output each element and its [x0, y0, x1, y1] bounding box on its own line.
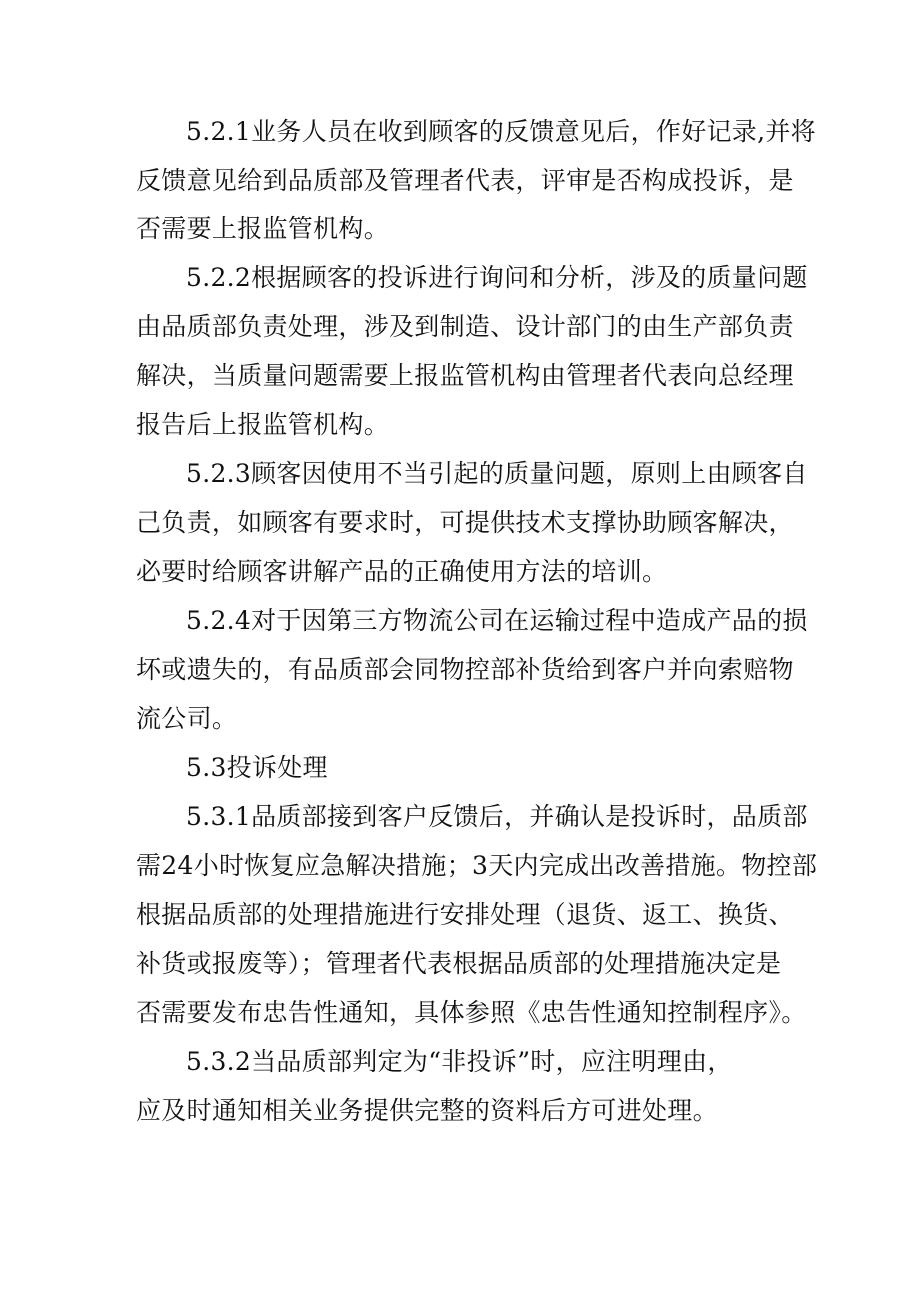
- paragraph-5-2-3-line-1: 5.2.3顾客因使用不当引起的质量问题，原则上由顾客自: [186, 459, 808, 488]
- paragraph-5-3-2-line-2: 应及时通知相关业务提供完整的资料后方可进处理。: [136, 1096, 718, 1125]
- paragraph-5-2-2-line-2: 由品质部负责处理，涉及到制造、设计部门的由生产部负责: [136, 312, 794, 341]
- paragraph-5-2-4-line-3: 流公司。: [136, 704, 238, 733]
- section-heading-5-3: 5.3投诉处理: [186, 753, 328, 782]
- paragraph-5-3-1-line-4: 补货或报废等）；管理者代表根据品质部的处理措施决定是: [136, 949, 782, 978]
- paragraph-5-2-2-line-4: 报告后上报监管机构。: [136, 410, 390, 439]
- paragraph-5-2-4-line-1: 5.2.4对于因第三方物流公司在运输过程中造成产品的损: [186, 606, 808, 635]
- paragraph-5-3-1-line-5: 否需要发布忠告性通知，具体参照《忠告性通知控制程序》。: [136, 998, 807, 1027]
- paragraph-5-2-1-line-3: 否需要上报监管机构。: [136, 214, 390, 243]
- paragraph-5-2-1-line-2: 反馈意见给到品质部及管理者代表，评审是否构成投诉，是: [136, 166, 794, 195]
- paragraph-5-2-2-line-3: 解决，当质量问题需要上报监管机构由管理者代表向总经理: [136, 361, 794, 390]
- paragraph-5-3-1-line-3: 根据品质部的处理措施进行安排处理（退货、返工、换货、: [136, 900, 794, 929]
- paragraph-5-2-2-line-1: 5.2.2根据顾客的投诉进行询问和分析，涉及的质量问题: [186, 263, 808, 292]
- paragraph-5-3-1-line-1: 5.3.1品质部接到客户反馈后，并确认是投诉时，品质部: [186, 802, 808, 831]
- paragraph-5-2-3-line-2: 己负责，如顾客有要求时，可提供技术支撑协助顾客解决，: [136, 508, 794, 537]
- paragraph-5-2-3-line-3: 必要时给顾客讲解产品的正确使用方法的培训。: [136, 557, 668, 586]
- paragraph-5-2-4-line-2: 坏或遗失的，有品质部会同物控部补货给到客户并向索赔物: [136, 655, 794, 684]
- paragraph-5-3-2-line-1: 5.3.2当品质部判定为“非投诉”时，应注明理由，: [186, 1047, 733, 1076]
- paragraph-5-2-1-line-1: 5.2.1业务人员在收到顾客的反馈意见后，作好记录,并将: [186, 117, 816, 146]
- paragraph-5-3-1-line-2: 需24小时恢复应急解决措施；3天内完成出改善措施。物控部: [136, 851, 818, 880]
